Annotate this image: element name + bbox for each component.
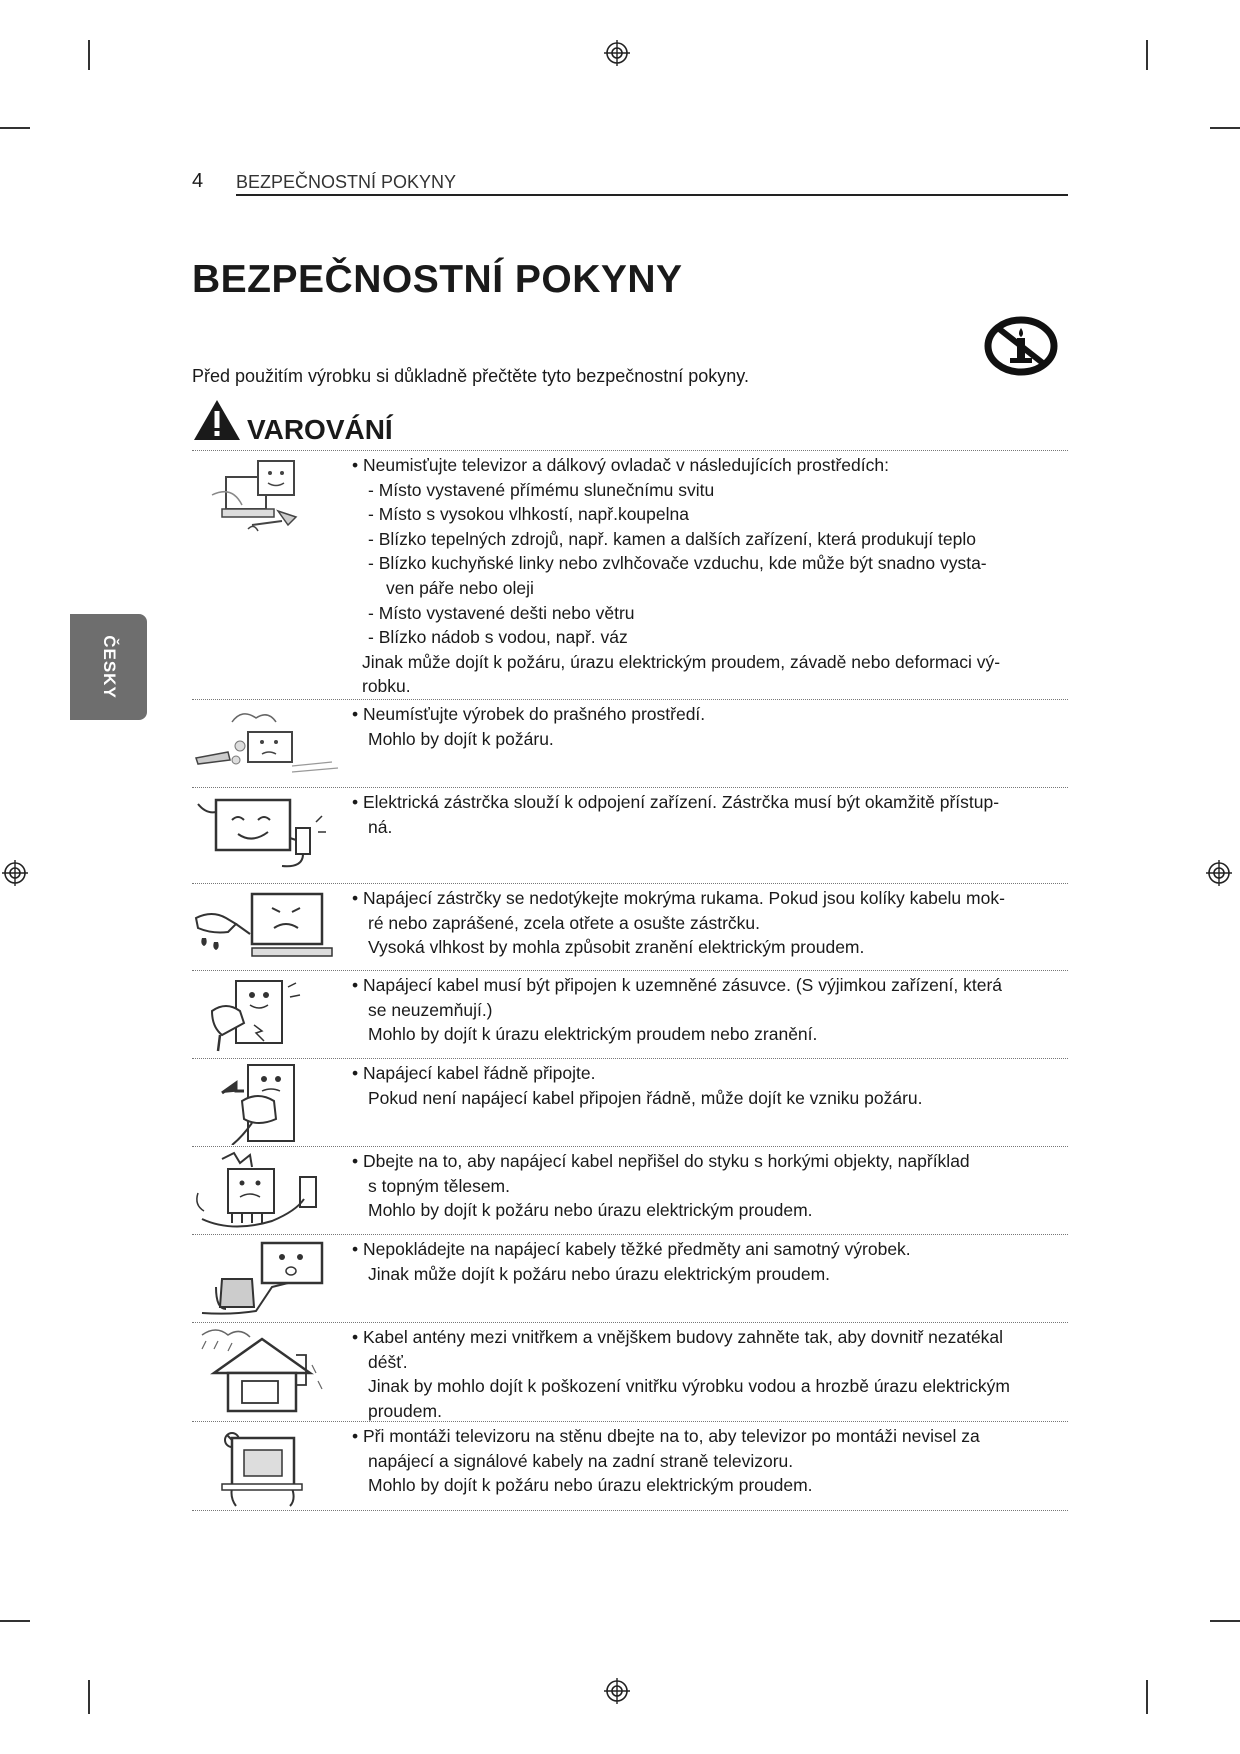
text-line: se neuzemňují.)	[368, 999, 493, 1020]
cable-heater-icon	[192, 1149, 352, 1233]
text-line: - Místo s vysokou vlhkostí, např.koupelna	[368, 504, 689, 525]
text-line: Mohlo by dojít k požáru.	[368, 728, 554, 749]
crop-mark	[0, 127, 30, 129]
text-line: • Napájecí kabel řádně připojte.	[352, 1063, 596, 1083]
safety-item	[192, 1058, 1068, 1147]
text-line: • Kabel antény mezi vnitřkem a vnějškem budovy zahněte tak, aby dovnitř nezatékal	[352, 1327, 1004, 1347]
section-divider	[192, 1510, 1068, 1511]
crop-mark	[1146, 1680, 1148, 1714]
text-line: • Napájecí zástrčky se nedotýkejte mokrýma rukama. Pokud jsou kolíky kabelu mok-	[352, 888, 1005, 908]
text-line: Jinak může dojít k požáru nebo úrazu elektrickým proudem.	[368, 1263, 831, 1284]
text-line: Mohlo by dojít k požáru nebo úrazu elektrickým proudem.	[368, 1200, 813, 1221]
registration-mark-icon	[2, 860, 28, 886]
language-tab-label: ČESKY	[99, 635, 119, 699]
safety-text	[352, 886, 1068, 960]
warning-heading: VAROVÁNÍ	[247, 414, 393, 445]
text-line: • Dbejte na to, aby napájecí kabel nepřišel do styku s horkými objekty, například	[352, 1151, 970, 1171]
intro-text: Před použitím výrobku si důkladně přečtěte tyto bezpečnostní pokyny.	[192, 366, 749, 386]
text-line: - Místo vystavené dešti nebo větru	[368, 602, 635, 623]
text-line: ré nebo zaprášené, zcela otřete a osušte zástrčku.	[368, 912, 761, 933]
text-line: Vysoká vlhkost by mohla způsobit zranění elektrickým proudem.	[368, 937, 865, 958]
header-rule	[236, 194, 1068, 196]
text-line: - Blízko tepelných zdrojů, např. kamen a dalších zařízení, která produkují teplo	[368, 528, 976, 549]
safety-text	[352, 973, 1068, 1047]
crop-mark	[0, 1620, 30, 1622]
safety-text	[352, 1424, 1068, 1498]
tv-dust-icon	[192, 706, 352, 782]
safety-item	[192, 1322, 1068, 1421]
text-line: • Nepokládejte na napájecí kabely těžké předměty ani samotný výrobek.	[352, 1239, 911, 1259]
safety-item	[192, 787, 1068, 884]
safety-item	[192, 450, 1068, 699]
text-line: - Blízko nádob s vodou, např. váz	[368, 627, 628, 648]
no-candle-icon	[984, 316, 1058, 376]
text-line: • Při montáži televizoru na stěnu dbejte na to, aby televizor po montáži nevisel za	[352, 1426, 980, 1446]
safety-text	[352, 1061, 1068, 1110]
text-line: s topným tělesem.	[368, 1175, 510, 1196]
text-line: Pokud není napájecí kabel připojen řádně, může dojít ke vzniku požáru.	[368, 1087, 923, 1108]
safety-item	[192, 1234, 1068, 1323]
language-tab	[70, 614, 147, 720]
crop-mark	[1210, 127, 1240, 129]
safety-item	[192, 699, 1068, 788]
safety-text	[352, 1325, 1068, 1423]
safety-item	[192, 970, 1068, 1058]
text-line: Mohlo by dojít k úrazu elektrickým proudem nebo zranění.	[368, 1024, 818, 1045]
text-line: napájecí a signálové kabely na zadní straně televizoru.	[368, 1450, 794, 1471]
page-title: BEZPEČNOSTNÍ POKYNY	[192, 258, 683, 301]
crop-mark	[88, 40, 90, 70]
antenna-house-rain-icon	[192, 1325, 352, 1417]
grounded-socket-icon	[192, 975, 352, 1055]
safety-text	[352, 1149, 1068, 1223]
warning-triangle-icon	[192, 398, 242, 442]
text-line: proudem.	[368, 1400, 442, 1421]
wet-hands-plug-icon	[192, 888, 352, 966]
safety-item	[192, 1421, 1068, 1511]
text-line: Mohlo by dojít k požáru nebo úrazu elektrickým proudem.	[368, 1475, 813, 1496]
text-line: robku.	[362, 676, 411, 697]
text-line: • Elektrická zástrčka slouží k odpojení zařízení. Zástrčka musí být okamžitě přístup-	[352, 792, 1000, 812]
text-line: • Neumísťujte výrobek do prašného prostředí.	[352, 704, 706, 724]
safety-text	[352, 790, 1068, 839]
safety-text	[352, 702, 1068, 751]
registration-mark-icon	[604, 40, 630, 66]
safety-text	[352, 453, 1068, 699]
text-line: - Blízko kuchyňské linky nebo zvlhčovače vzduchu, kde může být snadno vysta-	[368, 553, 987, 574]
wall-mount-cables-icon	[192, 1424, 352, 1508]
registration-mark-icon	[604, 1678, 630, 1704]
text-line: Jinak by mohlo dojít k poškození vnitřku výrobku vodou a hrozbě úrazu elektrickým	[368, 1376, 1010, 1397]
registration-mark-icon	[1206, 860, 1232, 886]
tv-plug-access-icon	[192, 794, 352, 874]
page-number: 4	[192, 170, 204, 192]
text-line: ven páře nebo oleji	[386, 577, 534, 598]
text-line: - Místo vystavené přímému slunečnímu svitu	[368, 479, 715, 500]
plug-insert-icon	[192, 1061, 352, 1145]
text-line: • Napájecí kabel musí být připojen k uzemněné zásuvce. (S výjimkou zařízení, která	[352, 975, 1003, 995]
crop-mark	[1146, 40, 1148, 70]
safety-item	[192, 883, 1068, 971]
text-line: Jinak může dojít k požáru, úrazu elektrickým proudem, závadě nebo deformaci vý-	[362, 651, 1001, 672]
tv-sun-humidity-icon	[192, 455, 352, 545]
text-line: ná.	[368, 816, 393, 837]
crop-mark	[88, 1680, 90, 1714]
crop-mark	[1210, 1620, 1240, 1622]
heavy-object-cable-icon	[192, 1237, 352, 1321]
safety-text	[352, 1237, 1068, 1286]
safety-item	[192, 1146, 1068, 1235]
text-line: • Neumisťujte televizor a dálkový ovladač v následujících prostředích:	[352, 455, 889, 475]
running-header: BEZPEČNOSTNÍ POKYNY	[236, 172, 457, 192]
text-line: déšť.	[368, 1351, 408, 1372]
